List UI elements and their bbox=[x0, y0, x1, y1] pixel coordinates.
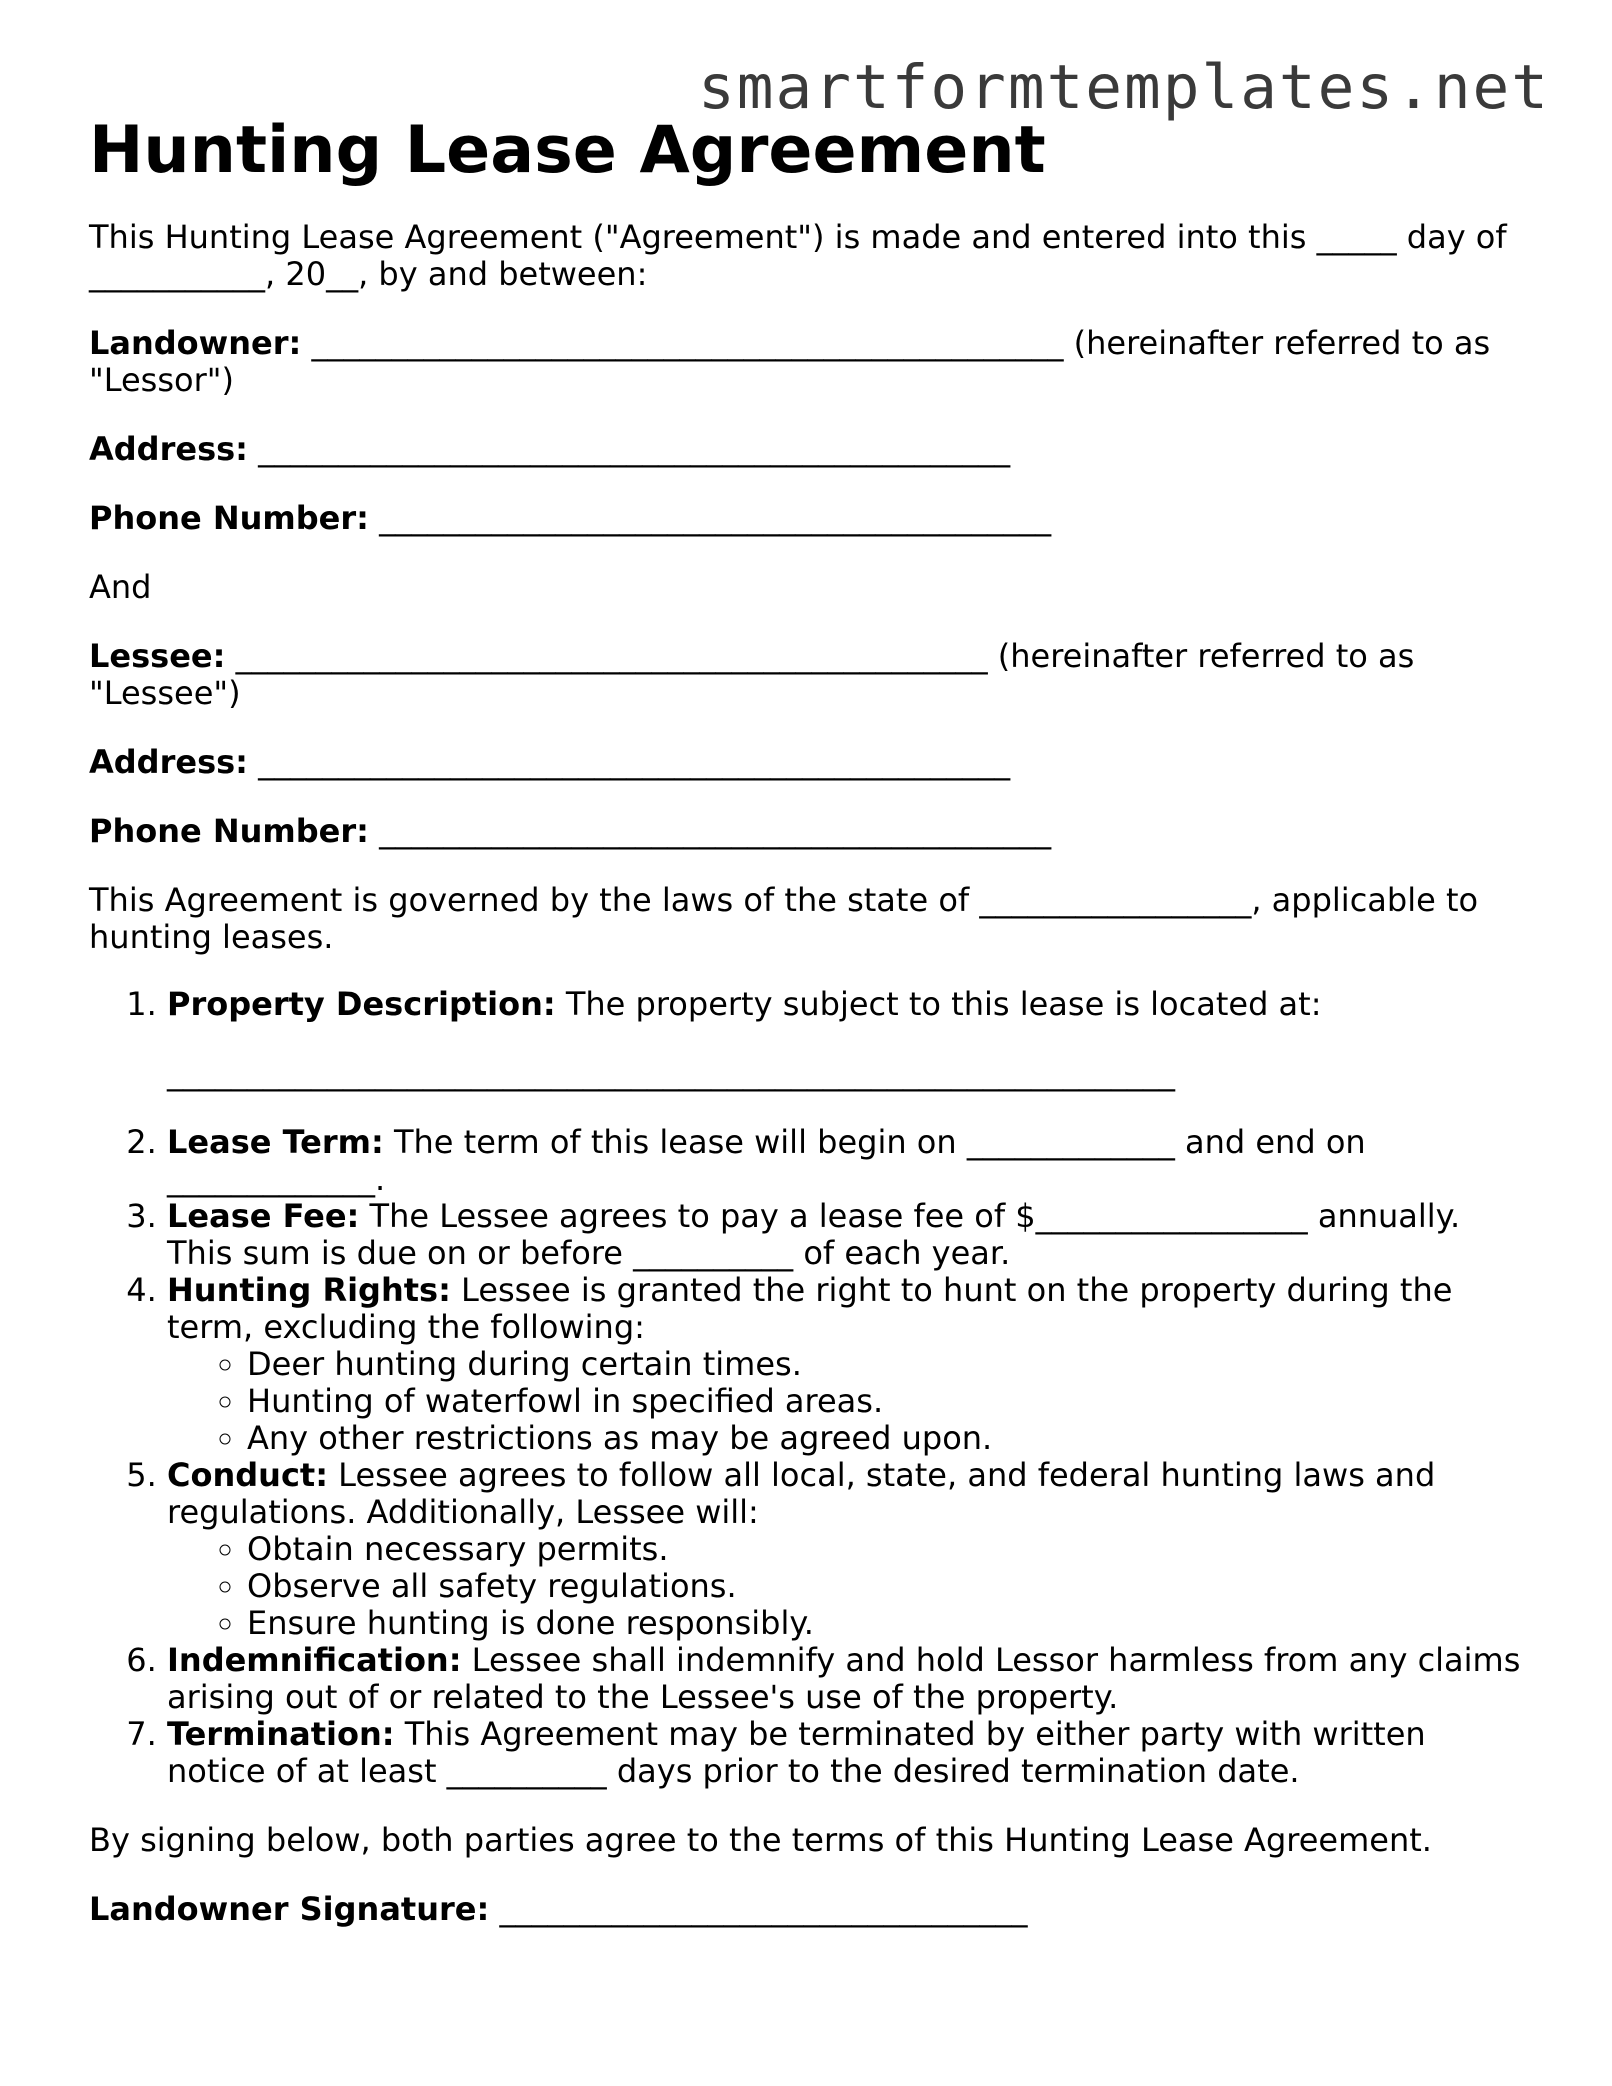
landowner-signature-label: Landowner Signature: bbox=[89, 1890, 490, 1928]
state-blank[interactable]: _________________ bbox=[979, 881, 1252, 919]
term-conduct bbox=[167, 1457, 1529, 1642]
conduct-obligations-list bbox=[167, 1531, 1529, 1642]
lessee-phone-label: Phone Number: bbox=[89, 812, 369, 850]
conduct-text: Lessee agrees to follow all local, state, and federal hunting laws and regulations. Additionally, Lessee will: bbox=[167, 1456, 1436, 1531]
and-text: And bbox=[89, 568, 152, 606]
closing-statement: By signing below, both parties agree to the terms of this Hunting Lease Agreement. bbox=[89, 1821, 1432, 1859]
document-page bbox=[89, 110, 1529, 1928]
indemnification-label: Indemnification: bbox=[167, 1641, 462, 1679]
day-blank[interactable]: _____ bbox=[1316, 218, 1397, 256]
lease-end-blank[interactable]: _____________ bbox=[167, 1160, 375, 1198]
intro-text-before-day: This Hunting Lease Agreement ("Agreement") is made and entered into this bbox=[89, 218, 1317, 256]
landowner-name-blank[interactable]: _______________________________________________ bbox=[311, 324, 1064, 362]
lessee-suffix: (hereinafter referred to as "Lessee") bbox=[89, 637, 1415, 712]
termination-days-blank[interactable]: __________ bbox=[446, 1752, 607, 1790]
landowner-address-blank[interactable]: _______________________________________________ bbox=[258, 430, 1011, 468]
landowner-signature-blank[interactable]: _________________________________ bbox=[499, 1890, 1028, 1928]
month-blank[interactable]: ___________ bbox=[89, 255, 265, 293]
lessee-name-blank[interactable]: _______________________________________________ bbox=[235, 637, 988, 675]
term-termination bbox=[167, 1716, 1529, 1790]
intro-year-text: , 20__, by and between: bbox=[265, 255, 648, 293]
landowner-label: Landowner: bbox=[89, 324, 302, 362]
hunting-rights-label: Hunting Rights: bbox=[167, 1271, 451, 1309]
governing-text-before: This Agreement is governed by the laws of the state of bbox=[89, 881, 980, 919]
lease-fee-blank[interactable]: _________________ bbox=[1035, 1197, 1308, 1235]
site-watermark: smartformtemplates.net bbox=[698, 52, 1550, 123]
lessee-address-blank[interactable]: _______________________________________________ bbox=[258, 743, 1011, 781]
lease-start-blank[interactable]: _____________ bbox=[966, 1123, 1175, 1161]
lease-term-text-mid: and end on bbox=[1174, 1123, 1366, 1161]
lessee-address-label: Address: bbox=[89, 743, 248, 781]
intro-paragraph bbox=[89, 219, 1529, 293]
lease-fee-text-end: of each year. bbox=[793, 1234, 1011, 1272]
lease-fee-label: Lease Fee: bbox=[167, 1197, 360, 1235]
landowner-phone-label: Phone Number: bbox=[89, 499, 369, 537]
governing-law-paragraph bbox=[89, 882, 1529, 956]
landowner-address-label: Address: bbox=[89, 430, 248, 468]
conduct-label: Conduct: bbox=[167, 1456, 328, 1494]
property-text: The property subject to this lease is located at: bbox=[555, 985, 1322, 1023]
list-item: ◦ Any other restrictions as may be agreed upon. bbox=[247, 1420, 1529, 1457]
term-property-description bbox=[167, 986, 1529, 1092]
term-indemnification bbox=[167, 1642, 1529, 1716]
lessee-line bbox=[89, 638, 1529, 712]
list-item: ◦ Ensure hunting is done responsibly. bbox=[247, 1605, 1529, 1642]
hunting-exclusions-list bbox=[167, 1346, 1529, 1457]
lease-term-text-before: The term of this lease will begin on bbox=[383, 1123, 967, 1161]
lease-term-text-end: . bbox=[375, 1160, 386, 1198]
termination-label: Termination: bbox=[167, 1715, 395, 1753]
term-hunting-rights bbox=[167, 1272, 1529, 1457]
landowner-phone-blank[interactable]: __________________________________________ bbox=[379, 499, 1052, 537]
hunting-rights-text: Lessee is granted the right to hunt on the property during the term, excluding the following: bbox=[167, 1271, 1453, 1346]
list-item: ◦ Observe all safety regulations. bbox=[247, 1568, 1529, 1605]
list-item: ◦ Deer hunting during certain times. bbox=[247, 1346, 1529, 1383]
landowner-line bbox=[89, 325, 1529, 399]
property-location-row bbox=[167, 1055, 1529, 1092]
terms-list bbox=[89, 986, 1529, 1790]
list-item: ◦ Hunting of waterfowl in specified areas. bbox=[247, 1383, 1529, 1420]
landowner-phone-line bbox=[89, 500, 1529, 537]
list-item: ◦ Obtain necessary permits. bbox=[247, 1531, 1529, 1568]
document-title: Hunting Lease Agreement bbox=[89, 113, 1046, 188]
term-lease-term bbox=[167, 1124, 1529, 1198]
term-lease-fee bbox=[167, 1198, 1529, 1272]
property-location-blank[interactable]: _______________________________________________________________ bbox=[167, 1054, 1175, 1092]
lease-fee-due-blank[interactable]: __________ bbox=[633, 1234, 794, 1272]
lease-term-label: Lease Term: bbox=[167, 1123, 384, 1161]
landowner-address-line bbox=[89, 431, 1529, 468]
property-label: Property Description: bbox=[167, 985, 556, 1023]
lease-fee-text-mid: annually. This sum is due on or before bbox=[167, 1197, 1461, 1272]
termination-text-end: days prior to the desired termination date. bbox=[606, 1752, 1300, 1790]
lessee-phone-blank[interactable]: __________________________________________ bbox=[379, 812, 1052, 850]
termination-text-before: This Agreement may be terminated by either party with written notice of at least bbox=[167, 1715, 1426, 1790]
lessee-label: Lessee: bbox=[89, 637, 226, 675]
intro-text-after-day: day of bbox=[1396, 218, 1507, 256]
lease-fee-text-before: The Lessee agrees to pay a lease fee of $ bbox=[359, 1197, 1036, 1235]
lessee-address-line bbox=[89, 744, 1529, 781]
landowner-signature-line bbox=[89, 1891, 1529, 1928]
lessee-phone-line bbox=[89, 813, 1529, 850]
indemnification-text: Lessee shall indemnify and hold Lessor harmless from any claims arising out of or related to the Lessee's use of the property. bbox=[167, 1641, 1521, 1716]
governing-text-after: , applicable to hunting leases. bbox=[89, 881, 1479, 956]
landowner-suffix: (hereinafter referred to as "Lessor") bbox=[89, 324, 1491, 399]
